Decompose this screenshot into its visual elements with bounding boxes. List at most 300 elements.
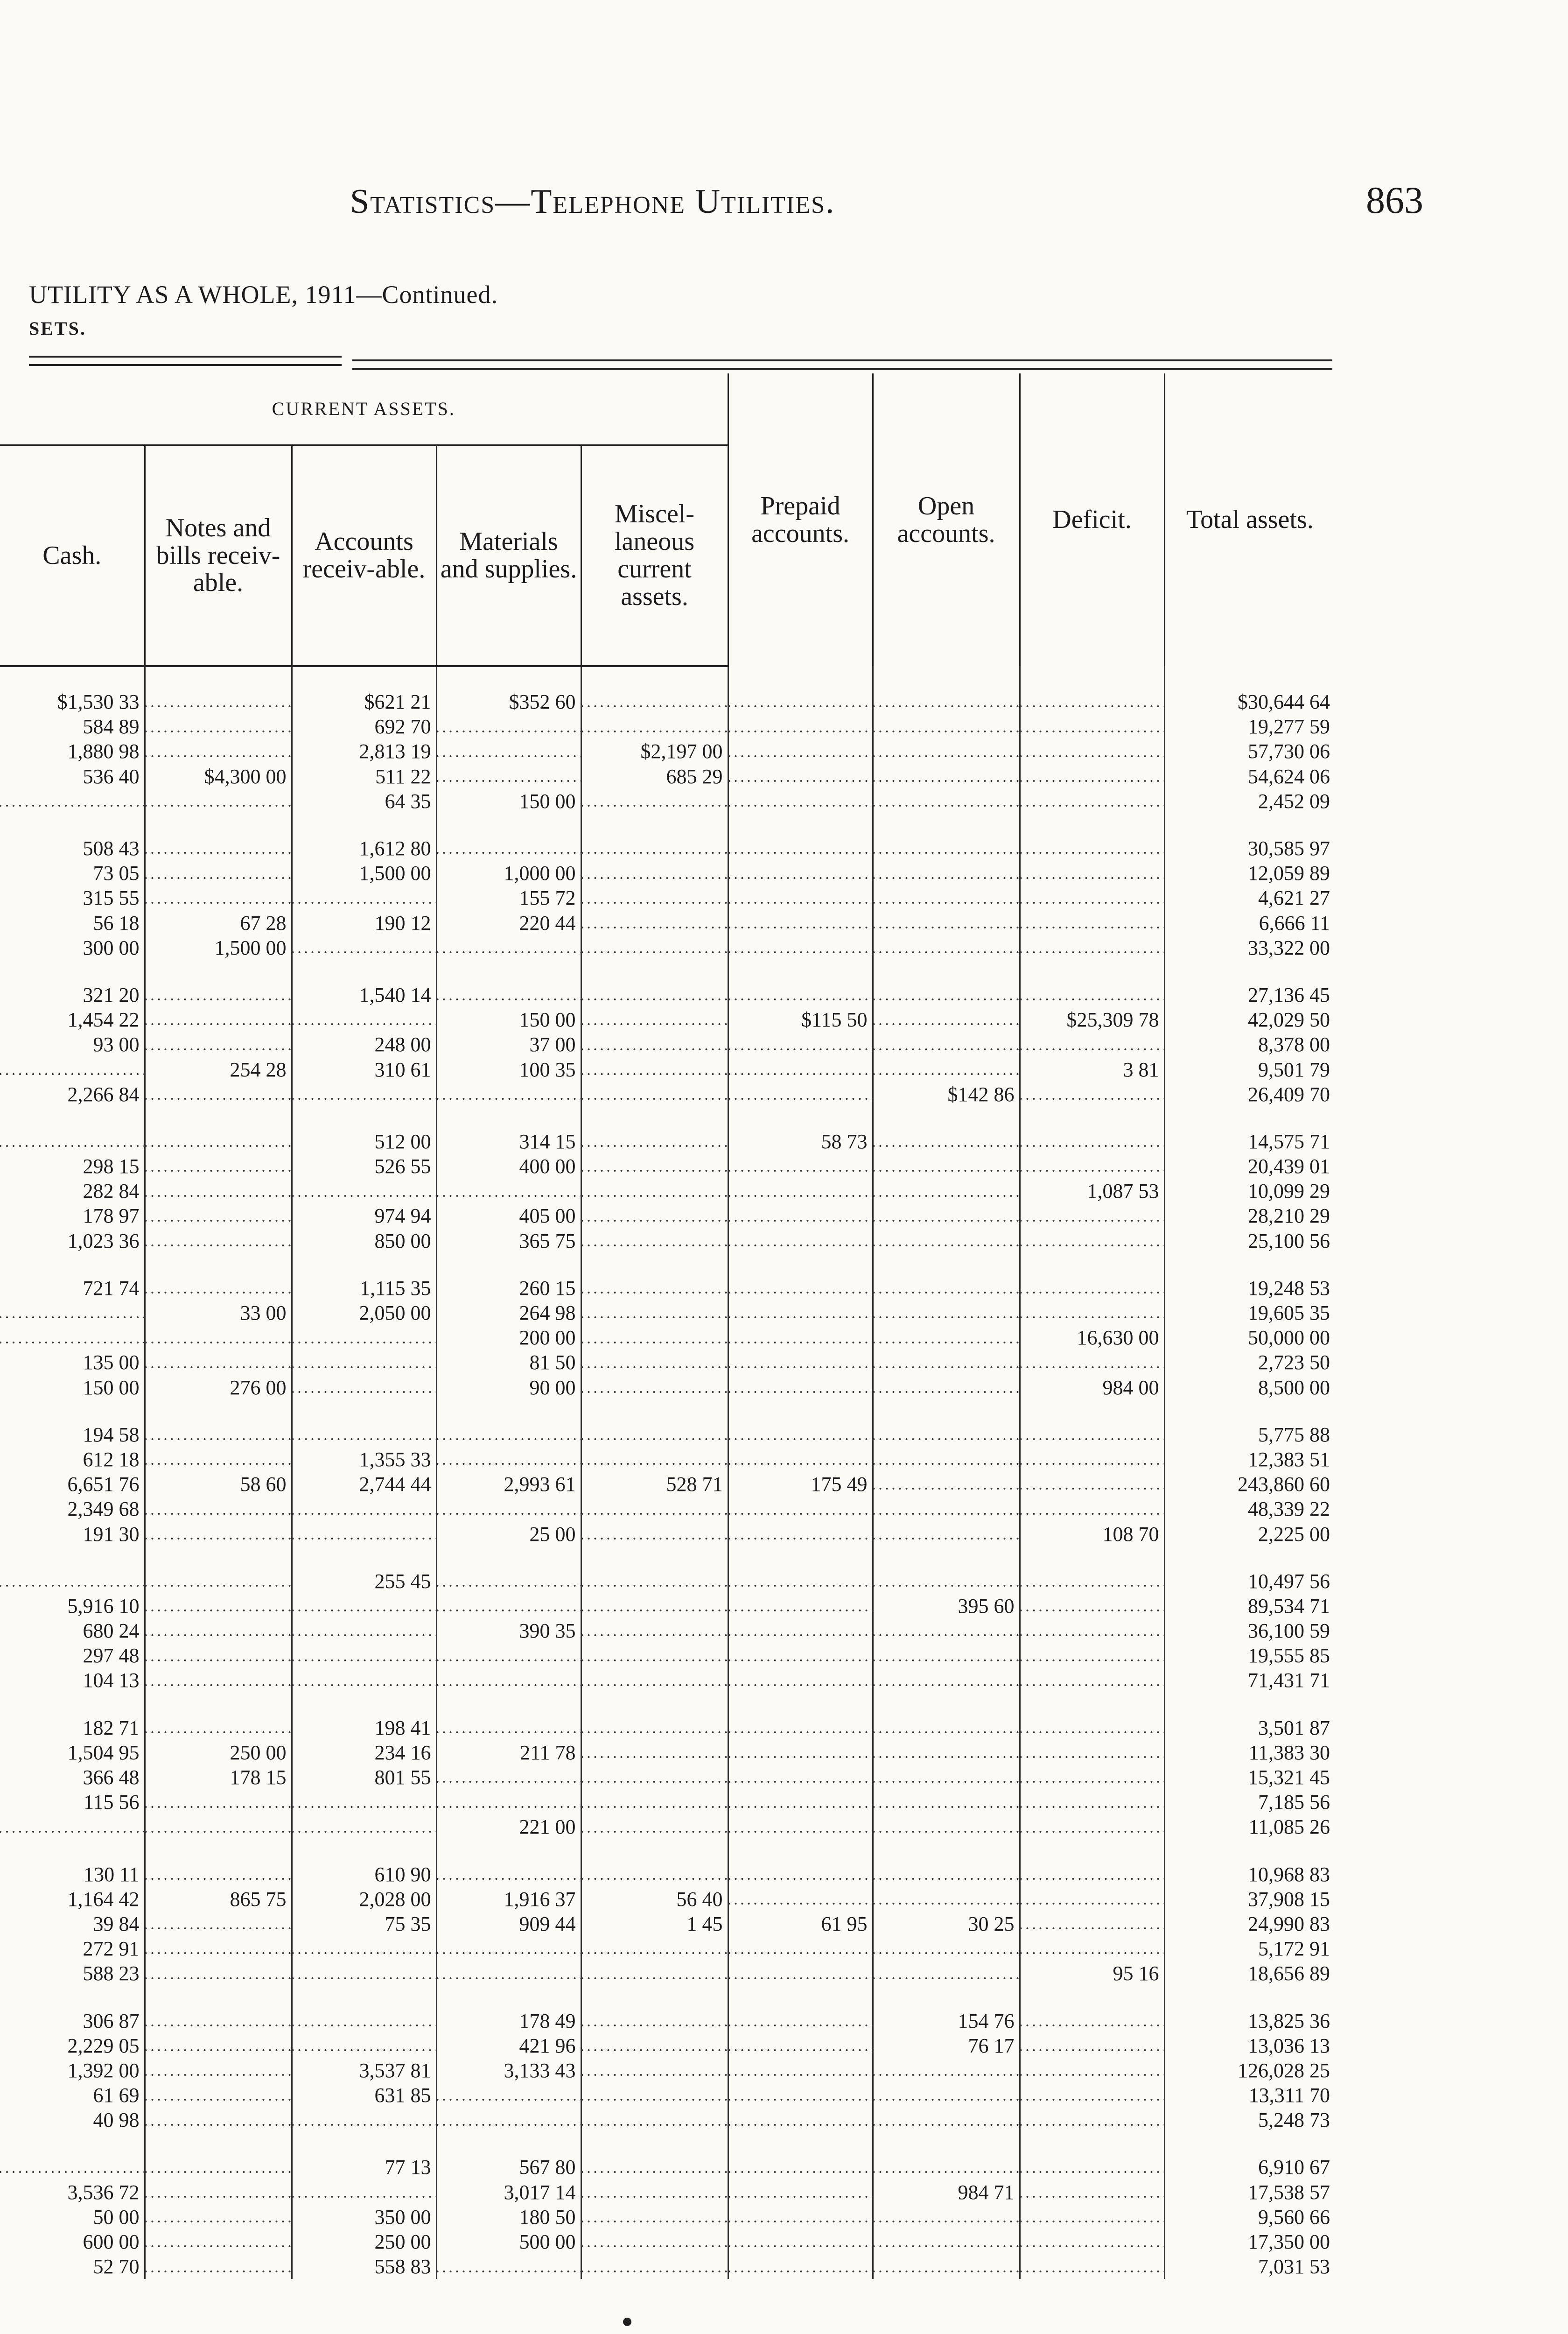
spacer-cell [1020, 1400, 1164, 1422]
table-row [0, 1521, 1335, 1546]
cell-misc [581, 1229, 728, 1253]
cell-prepaid [728, 789, 873, 814]
spacer-cell [292, 2132, 436, 2155]
cell-accounts: 512 00 [292, 1129, 436, 1154]
cell-total: 9,501 79 [1164, 1057, 1335, 1082]
cell-materials: 400 00 [436, 1154, 581, 1179]
cell-prepaid [728, 1447, 873, 1472]
spacer-cell [1020, 960, 1164, 983]
spacer-cell [436, 666, 581, 689]
cell-prepaid: 61 95 [728, 1912, 873, 1936]
cell-prepaid [728, 983, 873, 1007]
cell-cash: 50 00 [93, 2205, 140, 2229]
cell-cash [0, 1569, 145, 1594]
cell-cash: 282 84 [83, 1180, 140, 1203]
cell-total: 10,968 83 [1164, 1862, 1335, 1887]
cell-materials: 200 00 [436, 1325, 581, 1350]
cell-misc: $2,197 00 [581, 739, 728, 764]
cell-total: 12,059 89 [1164, 861, 1335, 886]
cell-misc [581, 1862, 728, 1887]
cell-prepaid [728, 1715, 873, 1740]
cell-total: 11,085 26 [1164, 1814, 1335, 1839]
spacer-cell [145, 1840, 292, 1862]
cell-misc [581, 1961, 728, 1986]
cell-notes [145, 1715, 292, 1740]
cell-deficit [1020, 1887, 1164, 1912]
spacer-cell [0, 2132, 145, 2155]
cell-misc [581, 1007, 728, 1032]
cell-deficit: 16,630 00 [1020, 1325, 1164, 1350]
col-header-cash: Cash. [0, 445, 145, 667]
cell-deficit [1020, 789, 1164, 814]
cell-notes [145, 1668, 292, 1693]
cell-misc [581, 886, 728, 910]
cell-open: 395 60 [873, 1594, 1020, 1618]
table-row [0, 1032, 1335, 1057]
cell-materials [436, 1765, 581, 1790]
cell-misc [581, 861, 728, 886]
table-row [0, 1912, 1335, 1936]
cell-cash: 3,536 72 [67, 2180, 140, 2204]
cell-open [873, 2108, 1020, 2132]
group-spacer [0, 1986, 1335, 2008]
cell-accounts [292, 1668, 436, 1693]
col-header-deficit: Deficit. [1020, 373, 1164, 666]
cell-prepaid [728, 1032, 873, 1057]
cell-misc [581, 1594, 728, 1618]
table-row [0, 2254, 1335, 2279]
cell-deficit: 108 70 [1020, 1521, 1164, 1546]
cell-open [873, 1447, 1020, 1472]
table-row [0, 1643, 1335, 1668]
cell-total: 36,100 59 [1164, 1618, 1335, 1643]
cell-total: 13,311 70 [1164, 2083, 1335, 2108]
cell-prepaid [728, 1594, 873, 1618]
cell-accounts: 248 00 [292, 1032, 436, 1057]
cell-misc [581, 1668, 728, 1693]
cell-misc [581, 983, 728, 1007]
cell-accounts [292, 1007, 436, 1032]
cell-misc [581, 1350, 728, 1375]
cell-deficit: 95 16 [1020, 1961, 1164, 1986]
cell-total: 2,225 00 [1164, 1521, 1335, 1546]
cell-open [873, 1350, 1020, 1375]
cell-total: 71,431 71 [1164, 1668, 1335, 1693]
cell-deficit [1020, 836, 1164, 861]
spacer-cell [145, 666, 292, 689]
cell-open [873, 1422, 1020, 1447]
cell-total: 50,000 00 [1164, 1325, 1335, 1350]
cell-prepaid [728, 1618, 873, 1643]
cell-materials [436, 1594, 581, 1618]
cell-misc: 1 45 [581, 1912, 728, 1936]
cell-materials: 100 35 [436, 1057, 581, 1082]
cell-materials [436, 1643, 581, 1668]
cell-notes: 178 15 [145, 1765, 292, 1790]
cell-accounts [292, 1790, 436, 1814]
spacer-cell [1020, 814, 1164, 836]
cell-deficit: 1,087 53 [1020, 1179, 1164, 1203]
cell-materials: 405 00 [436, 1203, 581, 1228]
cell-cash: 1,164 42 [67, 1887, 140, 1911]
cell-notes: 276 00 [145, 1375, 292, 1400]
cell-notes [145, 1154, 292, 1179]
cell-misc [581, 1203, 728, 1228]
cell-materials: 37 00 [436, 1032, 581, 1057]
cell-misc [581, 1422, 728, 1447]
spacer-cell [292, 1400, 436, 1422]
cell-deficit [1020, 1668, 1164, 1693]
cell-materials: 421 96 [436, 2033, 581, 2058]
assets-table-wrap [0, 373, 1335, 2279]
cell-accounts: 692 70 [292, 714, 436, 739]
spacer-cell [1164, 1107, 1335, 1129]
table-row [0, 1618, 1335, 1643]
cell-notes [145, 1790, 292, 1814]
cell-accounts: 526 55 [292, 1154, 436, 1179]
cell-prepaid [728, 1154, 873, 1179]
cell-open [873, 1715, 1020, 1740]
cell-open [873, 1765, 1020, 1790]
cell-deficit [1020, 1350, 1164, 1375]
cell-cash: 1,023 36 [67, 1229, 140, 1252]
table-row [0, 739, 1335, 764]
cell-open [873, 1521, 1020, 1546]
cell-deficit [1020, 1497, 1164, 1521]
top-rule-left-2 [29, 364, 342, 366]
cell-materials: 264 98 [436, 1301, 581, 1325]
cell-total: 20,439 01 [1164, 1154, 1335, 1179]
cell-open [873, 2155, 1020, 2179]
col-header-accounts: Accounts receiv-able. [292, 445, 436, 667]
cell-cash: $1,530 33 [57, 690, 140, 714]
cell-accounts: 2,813 19 [292, 739, 436, 764]
cell-notes [145, 1594, 292, 1618]
cell-prepaid [728, 2008, 873, 2033]
cell-total: 28,210 29 [1164, 1203, 1335, 1228]
cell-accounts: 3,537 81 [292, 2058, 436, 2083]
cell-notes [145, 1082, 292, 1107]
cell-open [873, 1569, 1020, 1594]
cell-cash: 272 91 [83, 1937, 140, 1961]
spacer-cell [292, 1253, 436, 1276]
cell-cash: 104 13 [83, 1669, 140, 1692]
table-row [0, 1154, 1335, 1179]
spacer-cell [728, 1840, 873, 1862]
table-row [0, 1668, 1335, 1693]
cell-total: 18,656 89 [1164, 1961, 1335, 1986]
cell-accounts: 974 94 [292, 1203, 436, 1228]
spacer-cell [1164, 1253, 1335, 1276]
table-row [0, 764, 1335, 789]
spacer-cell [1020, 1693, 1164, 1715]
cell-materials: 2,993 61 [436, 1472, 581, 1497]
cell-misc [581, 935, 728, 960]
table-row [0, 1765, 1335, 1790]
table-caption: UTILITY AS A WHOLE, 1911—Continued. [29, 281, 498, 309]
cell-cash: 52 70 [93, 2255, 140, 2278]
cell-cash: 191 30 [83, 1522, 140, 1546]
cell-notes [145, 886, 292, 910]
table-row [0, 1497, 1335, 1521]
cell-notes [145, 1129, 292, 1154]
cell-notes [145, 739, 292, 764]
table-row [0, 1569, 1335, 1594]
cell-cash: 178 97 [83, 1204, 140, 1228]
cell-open [873, 911, 1020, 935]
col-header-notes: Notes and bills receiv-able. [145, 445, 292, 667]
table-row [0, 911, 1335, 935]
cell-materials [436, 1790, 581, 1814]
cell-cash: 150 00 [83, 1376, 140, 1399]
cell-total: 33,322 00 [1164, 935, 1335, 960]
cell-materials: $352 60 [436, 689, 581, 714]
spacer-cell [145, 814, 292, 836]
table-row [0, 2033, 1335, 2058]
cell-cash: 1,504 95 [67, 1741, 140, 1764]
cell-materials [436, 1422, 581, 1447]
cell-materials [436, 836, 581, 861]
spacer-cell [581, 960, 728, 983]
cell-accounts [292, 1082, 436, 1107]
table-row [0, 886, 1335, 910]
cell-cash: 584 89 [83, 715, 140, 738]
table-row [0, 2205, 1335, 2229]
table-row [0, 1229, 1335, 1253]
spacer-cell [1164, 2132, 1335, 2155]
cell-materials [436, 1179, 581, 1203]
cell-materials: 314 15 [436, 1129, 581, 1154]
cell-notes [145, 1179, 292, 1203]
cell-cash [0, 1325, 145, 1350]
cell-total: 126,028 25 [1164, 2058, 1335, 2083]
cell-cash: 721 74 [83, 1276, 140, 1300]
cell-open [873, 1887, 1020, 1912]
spacer-cell [292, 960, 436, 983]
cell-materials: 150 00 [436, 789, 581, 814]
cell-notes [145, 2180, 292, 2205]
cell-open [873, 836, 1020, 861]
spacer-cell [145, 1986, 292, 2008]
cell-accounts: 2,050 00 [292, 1301, 436, 1325]
spacer-cell [581, 2132, 728, 2155]
cell-misc [581, 1521, 728, 1546]
cell-total: 89,534 71 [1164, 1594, 1335, 1618]
cell-materials [436, 714, 581, 739]
cell-open [873, 1862, 1020, 1887]
cell-materials [436, 1715, 581, 1740]
cell-accounts [292, 1521, 436, 1546]
cell-cash [0, 1301, 145, 1325]
cell-cash: 306 87 [83, 2009, 140, 2032]
cell-cash: 321 20 [83, 983, 140, 1006]
cell-materials [436, 739, 581, 764]
cell-deficit [1020, 935, 1164, 960]
cell-materials [436, 1569, 581, 1594]
cell-open [873, 2083, 1020, 2108]
cell-accounts [292, 1618, 436, 1643]
cell-notes [145, 1497, 292, 1521]
group-spacer [0, 960, 1335, 983]
cell-total: 17,350 00 [1164, 2229, 1335, 2254]
cell-deficit [1020, 1129, 1164, 1154]
cell-total: 9,560 66 [1164, 2205, 1335, 2229]
spacer-cell [1020, 666, 1164, 689]
cell-total: 8,378 00 [1164, 1032, 1335, 1057]
cell-materials [436, 1936, 581, 1961]
cell-notes [145, 1276, 292, 1301]
table-row [0, 2058, 1335, 2083]
spacer-cell [1164, 1693, 1335, 1715]
cell-cash: 56 18 [93, 911, 140, 935]
cell-total: 27,136 45 [1164, 983, 1335, 1007]
cell-misc [581, 1447, 728, 1472]
cell-open [873, 2205, 1020, 2229]
cell-misc [581, 2108, 728, 2132]
cell-misc [581, 1643, 728, 1668]
cell-notes [145, 2083, 292, 2108]
cell-misc [581, 2155, 728, 2179]
cell-notes [145, 1032, 292, 1057]
cell-notes [145, 1862, 292, 1887]
table-row [0, 1862, 1335, 1887]
cell-cash: 194 58 [83, 1423, 140, 1446]
table-row [0, 1350, 1335, 1375]
cell-notes [145, 2254, 292, 2279]
table-row [0, 1887, 1335, 1912]
cell-misc [581, 2229, 728, 2254]
cell-accounts: 1,355 33 [292, 1447, 436, 1472]
cell-open [873, 714, 1020, 739]
table-head [0, 373, 1335, 666]
spacer-cell [728, 1253, 873, 1276]
cell-notes [145, 1814, 292, 1839]
cell-deficit [1020, 2058, 1164, 2083]
spacer-cell [1020, 1986, 1164, 2008]
cell-materials: 178 49 [436, 2008, 581, 2033]
cell-materials: 90 00 [436, 1375, 581, 1400]
cell-notes [145, 1618, 292, 1643]
cell-total: 57,730 06 [1164, 739, 1335, 764]
cell-misc [581, 911, 728, 935]
table-row [0, 1740, 1335, 1765]
cell-total: 8,500 00 [1164, 1375, 1335, 1400]
cell-deficit [1020, 2155, 1164, 2179]
cell-total: 13,036 13 [1164, 2033, 1335, 2058]
cell-materials: 567 80 [436, 2155, 581, 2179]
table-row [0, 1179, 1335, 1203]
cell-misc [581, 2205, 728, 2229]
cell-open: 154 76 [873, 2008, 1020, 2033]
table-row [0, 689, 1335, 714]
spacer-cell [436, 814, 581, 836]
cell-cash: 5,916 10 [67, 1594, 140, 1617]
cell-total: 17,538 57 [1164, 2180, 1335, 2205]
cell-open [873, 983, 1020, 1007]
cell-cash [0, 1057, 145, 1082]
cell-deficit [1020, 1032, 1164, 1057]
cell-prepaid [728, 1350, 873, 1375]
cell-prepaid [728, 1325, 873, 1350]
cell-prepaid [728, 2205, 873, 2229]
cell-accounts: 255 45 [292, 1569, 436, 1594]
table-row [0, 935, 1335, 960]
cell-accounts: 558 83 [292, 2254, 436, 2279]
cell-deficit [1020, 1790, 1164, 1814]
cell-cash: 680 24 [83, 1619, 140, 1643]
cell-prepaid [728, 911, 873, 935]
cell-prepaid [728, 1569, 873, 1594]
cell-deficit [1020, 1301, 1164, 1325]
spacer-cell [292, 1547, 436, 1569]
cell-accounts [292, 2008, 436, 2033]
cell-total: 7,185 56 [1164, 1790, 1335, 1814]
spacer-cell [436, 1400, 581, 1422]
cell-open [873, 1740, 1020, 1765]
spacer-cell [436, 1840, 581, 1862]
cell-total: 7,031 53 [1164, 2254, 1335, 2279]
spacer-cell [436, 1693, 581, 1715]
cell-total: 24,990 83 [1164, 1912, 1335, 1936]
cell-prepaid [728, 2229, 873, 2254]
spacer-cell [581, 1400, 728, 1422]
table-row [0, 2108, 1335, 2132]
cell-accounts: 1,540 14 [292, 983, 436, 1007]
cell-materials [436, 935, 581, 960]
cell-materials: 81 50 [436, 1350, 581, 1375]
cell-materials: 155 72 [436, 886, 581, 910]
cell-cash: 366 48 [83, 1766, 140, 1789]
cell-open [873, 789, 1020, 814]
cell-deficit [1020, 1618, 1164, 1643]
page-header [350, 179, 1423, 233]
cell-materials: 220 44 [436, 911, 581, 935]
cell-accounts: 511 22 [292, 764, 436, 789]
cell-notes [145, 1422, 292, 1447]
table-row [0, 861, 1335, 886]
cell-cash: 39 84 [93, 1912, 140, 1935]
spacer-cell [1020, 1547, 1164, 1569]
spacer-cell [1020, 1840, 1164, 1862]
ink-dot [623, 2318, 631, 2326]
cell-misc [581, 2083, 728, 2108]
cell-misc [581, 1936, 728, 1961]
cell-notes [145, 1521, 292, 1546]
spacer-cell [873, 1107, 1020, 1129]
group-spacer [0, 814, 1335, 836]
cell-open [873, 1668, 1020, 1693]
spacer-cell [1164, 960, 1335, 983]
cell-notes: 254 28 [145, 1057, 292, 1082]
cell-cash: 2,349 68 [67, 1497, 140, 1521]
cell-accounts: 310 61 [292, 1057, 436, 1082]
cell-deficit [1020, 1447, 1164, 1472]
table-body [0, 666, 1335, 2279]
cell-accounts [292, 1961, 436, 1986]
cell-notes [145, 1007, 292, 1032]
cell-accounts: 234 16 [292, 1740, 436, 1765]
cell-notes [145, 983, 292, 1007]
cell-notes [145, 836, 292, 861]
spacer-cell [145, 2132, 292, 2155]
cell-open [873, 2229, 1020, 2254]
top-rule-right-1 [352, 359, 1332, 361]
cell-total: 26,409 70 [1164, 1082, 1335, 1107]
assets-table [0, 373, 1335, 2279]
cell-cash: 536 40 [83, 765, 140, 788]
cell-total: 19,277 59 [1164, 714, 1335, 739]
spacer-cell [145, 1400, 292, 1422]
